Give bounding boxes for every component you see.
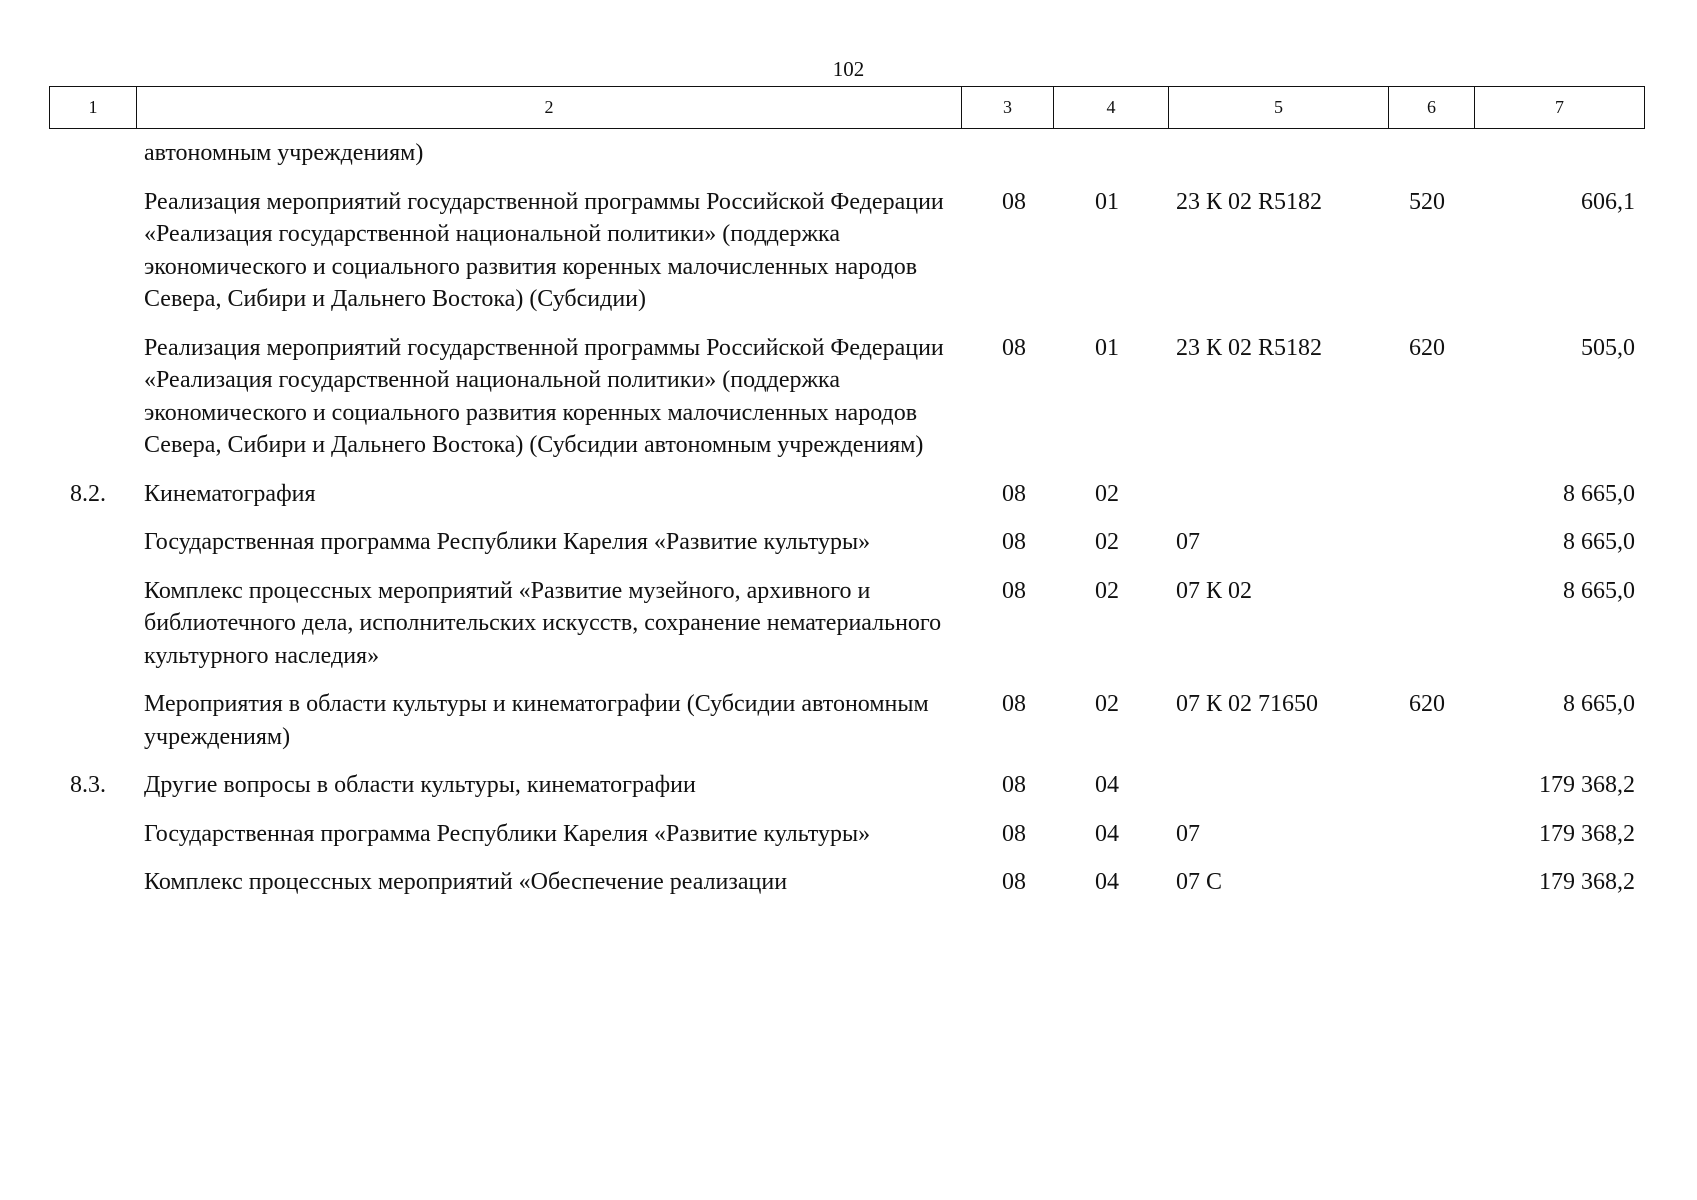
table-row	[49, 575, 1644, 673]
row-expense-type: 620	[1409, 334, 1445, 361]
row-expense-type	[1388, 818, 1474, 851]
table-row	[49, 186, 1644, 316]
row-number	[49, 575, 136, 673]
row-section: 08	[1002, 691, 1026, 717]
row-number	[49, 186, 136, 316]
row-expense-type	[1388, 575, 1474, 673]
row-subsection: 02	[1095, 480, 1119, 507]
row-amount	[1474, 137, 1644, 170]
row-number	[49, 526, 136, 559]
row-name: Другие вопросы в области культуры, кинематографии	[144, 772, 696, 798]
row-name: Комплекс процессных мероприятий «Развитие музейного, архивного и библиотечного дела, исполнительских искусств, сохранение нематериального культурного наследия»	[144, 577, 942, 669]
row-expense-type	[1388, 769, 1474, 802]
row-target-article: 07 К 02	[1176, 577, 1253, 604]
table-row	[49, 478, 1644, 511]
header-col-5: 5	[1169, 87, 1389, 129]
row-section	[961, 137, 1053, 170]
row-expense-type	[1388, 526, 1474, 559]
budget-table-body	[49, 137, 1644, 915]
row-target-article: 07	[1176, 820, 1200, 847]
header-col-2: 2	[137, 87, 962, 129]
row-subsection: 02	[1095, 529, 1119, 555]
row-name: Реализация мероприятий государственной программы Российской Федерации «Реализация государственной национальной политики» (поддержка экономического и социального развития коренных малочисленных народов Севера, Сибири и Дальнего Востока) (Субсидии автономным учреждениям)	[144, 334, 944, 458]
table-row	[49, 769, 1644, 802]
row-subsection: 04	[1095, 820, 1119, 847]
table-row	[49, 526, 1644, 559]
row-target-article	[1168, 769, 1388, 802]
row-section: 08	[1002, 188, 1026, 215]
header-col-4: 4	[1054, 87, 1169, 129]
row-section: 08	[1002, 772, 1026, 798]
row-target-article: 23 К 02 R5182	[1176, 188, 1323, 215]
row-subsection	[1053, 137, 1168, 170]
row-expense-type: 620	[1409, 691, 1445, 717]
row-expense-type	[1388, 478, 1474, 511]
row-subsection: 04	[1095, 772, 1119, 798]
row-subsection: 01	[1095, 188, 1119, 215]
row-amount: 179 368,2	[1539, 772, 1635, 798]
row-amount: 606,1	[1581, 188, 1635, 215]
row-target-article: 07 К 02 71650	[1176, 691, 1319, 717]
row-name: Кинематография	[144, 480, 316, 507]
row-name: Комплекс процессных мероприятий «Обеспечение реализации	[144, 869, 788, 895]
row-number	[49, 818, 136, 851]
header-col-1: 1	[50, 87, 137, 129]
header-col-7: 7	[1475, 87, 1645, 129]
row-section: 08	[1002, 529, 1026, 555]
row-subsection: 04	[1095, 869, 1119, 895]
table-row	[49, 332, 1644, 462]
page-number: 102	[832, 57, 865, 81]
row-name: автономным учреждениям)	[144, 140, 424, 166]
row-amount: 8 665,0	[1563, 529, 1635, 555]
row-section: 08	[1002, 334, 1026, 361]
row-name: Государственная программа Республики Карелия «Развитие культуры»	[144, 820, 871, 847]
row-expense-type	[1388, 866, 1474, 899]
row-amount: 505,0	[1581, 334, 1635, 361]
table-row	[49, 818, 1644, 851]
row-amount: 8 665,0	[1563, 577, 1635, 604]
table-row	[49, 137, 1644, 170]
row-number	[49, 866, 136, 899]
row-subsection: 01	[1095, 334, 1119, 361]
row-target-article: 23 К 02 R5182	[1176, 334, 1323, 361]
table-row	[49, 688, 1644, 753]
row-number	[49, 332, 136, 462]
row-number: 8.2.	[70, 480, 106, 507]
row-name: Государственная программа Республики Карелия «Развитие культуры»	[144, 529, 871, 555]
row-section: 08	[1002, 820, 1026, 847]
row-target-article: 07	[1176, 529, 1200, 555]
row-number: 8.3.	[70, 772, 106, 798]
row-target-article: 07 С	[1176, 869, 1223, 895]
row-number	[49, 688, 136, 753]
row-section: 08	[1002, 577, 1026, 604]
row-subsection: 02	[1095, 577, 1119, 604]
row-name: Реализация мероприятий государственной программы Российской Федерации «Реализация государственной национальной политики» (поддержка экономического и социального развития коренных малочисленных народов Севера, Сибири и Дальнего Востока) (Субсидии)	[144, 188, 944, 312]
row-number	[49, 137, 136, 170]
table-row	[49, 866, 1644, 899]
row-section: 08	[1002, 480, 1026, 507]
row-target-article	[1168, 137, 1388, 170]
header-col-3: 3	[962, 87, 1054, 129]
row-subsection: 02	[1095, 691, 1119, 717]
row-expense-type: 520	[1409, 188, 1445, 215]
row-amount: 179 368,2	[1539, 869, 1635, 895]
column-number-header	[49, 86, 1645, 129]
row-section: 08	[1002, 869, 1026, 895]
row-name: Мероприятия в области культуры и кинематографии (Субсидии автономным учреждениям)	[144, 691, 929, 750]
row-amount: 179 368,2	[1539, 820, 1635, 847]
row-expense-type	[1388, 137, 1474, 170]
row-amount: 8 665,0	[1563, 480, 1635, 507]
row-amount: 8 665,0	[1563, 691, 1635, 717]
header-col-6: 6	[1389, 87, 1475, 129]
row-target-article	[1168, 478, 1388, 511]
